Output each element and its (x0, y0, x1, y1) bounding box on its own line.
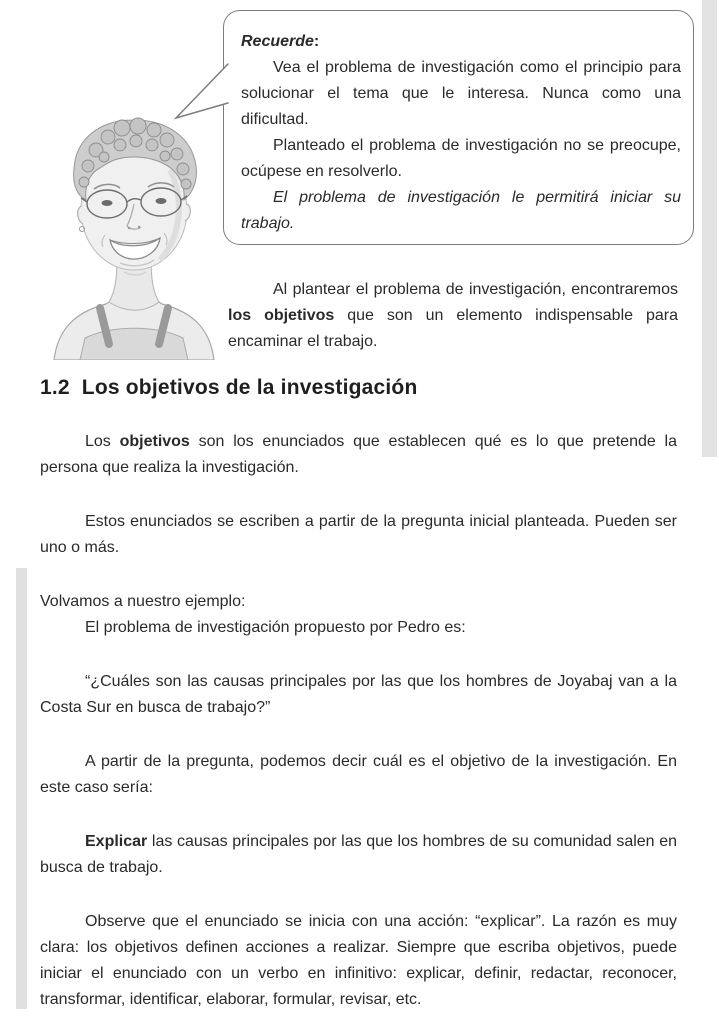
left-margin-bar (16, 568, 27, 1009)
paragraph: Observe que el enunciado se inicia con una acción: “explicar”. La razón es muy clara: los objetivos definen acciones a realizar. Siempre que escriba objetivos, puede iniciar el enunciado con un verbo en infinitivo: explicar, definir, redactar, reconocer, transformar, identificar, elaborar, formular, revisar, etc. (40, 913, 677, 1008)
section-title: Los objetivos de la investigación (81, 376, 418, 399)
intro-text: Al plantear el problema de investigación, encontraremos (273, 281, 678, 298)
paragraph (40, 829, 677, 881)
section-number: 1.2 (40, 376, 70, 399)
bubble-paragraph-italic: El problema de investigación le permitirá iniciar su trabajo. (241, 189, 681, 232)
section-heading (40, 375, 677, 401)
paragraph-text: las causas principales por las que los hombres de su comunidad salen en busca de trabajo. (40, 833, 677, 876)
paragraph-text: Los (85, 433, 120, 450)
paragraph-bold-text: Explicar (85, 833, 148, 850)
paragraph-bold-text: objetivos (119, 433, 190, 450)
intro-bold-text: los objetivos (228, 307, 335, 324)
top-section (0, 0, 719, 368)
bubble-title-colon: : (313, 33, 320, 50)
speech-bubble-tail-icon (173, 61, 231, 123)
paragraph: Volvamos a nuestro ejemplo: (40, 593, 246, 610)
paragraph-quote: “¿Cuáles son las causas principales por las que los hombres de Joyabaj van a la Costa Sur en busca de trabajo?” (40, 673, 677, 716)
paragraph: El problema de investigación propuesto por Pedro es: (85, 619, 466, 636)
intro-paragraph (228, 277, 678, 355)
body-text (40, 429, 677, 1013)
bubble-paragraph: Vea el problema de investigación como el principio para solucionar el tema que le interesa. Nunca como una dificultad. (241, 59, 681, 128)
paragraph-text: son los enunciados que establecen qué es lo que pretende la persona que realiza la investigación. (40, 433, 678, 476)
paragraph (40, 429, 677, 481)
paragraph: Estos enunciados se escriben a partir de la pregunta inicial planteada. Pueden ser uno o más. (40, 513, 677, 556)
bubble-title (241, 29, 681, 55)
bubble-title-word: Recuerde (241, 33, 314, 50)
paragraph: A partir de la pregunta, podemos decir cuál es el objetivo de la investigación. En este caso sería: (40, 753, 677, 796)
woman-sketch-illustration (48, 112, 220, 360)
intro-text: que son un elemento indispensable para encaminar el trabajo. (228, 307, 679, 350)
speech-bubble (223, 10, 694, 245)
bubble-paragraph: Planteado el problema de investigación no se preocupe, ocúpese en resolverlo. (241, 137, 681, 180)
